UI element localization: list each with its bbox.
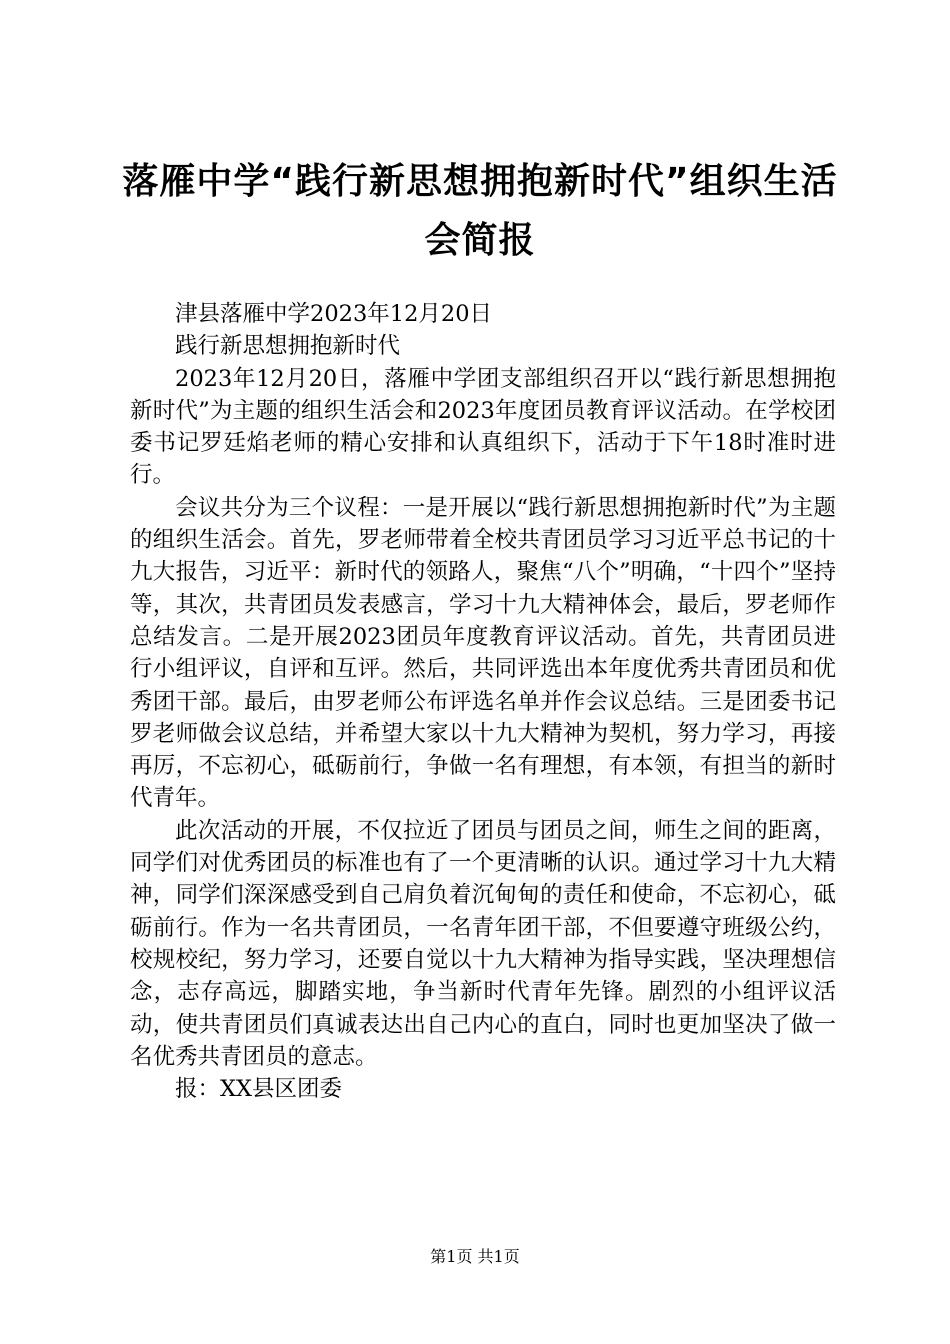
paragraph-1: 2023年12月20日，落雁中学团支部组织召开以“践行新思想拥抱新时代”为主题的组织生活会和2023年度团员教育评议活动。在学校团委书记罗廷焰老师的精心安排和认真组织下，活动于下午18时准时进行。: [130, 365, 836, 489]
paragraph-2: 会议共分为三个议程：一是开展以“践行新思想拥抱新时代”为主题的组织生活会。首先，罗老师带着全校共青团员学习习近平总书记的十九大报告，习近平：新时代的领路人，聚焦“八个”明确，“十四个”坚持等，其次，共青团员发表感言，学习十九大精神体会，最后，罗老师作总结发言。二是开展2023团员年度教育评议活动。首先，共青团员进行小组评议，自评和互评。然后，共同评选出本年度优秀共青团员和优秀团干部。最后，由罗老师公布评选名单并作会议总结。三是团委书记罗老师做会议总结，并希望大家以十九大精神为契机，努力学习，再接再厉，不忘初心，砥砺前行，争做一名有理想，有本领，有担当的新时代青年。: [130, 494, 836, 812]
dateline: 津县落雁中学2023年12月20日: [175, 301, 493, 327]
page-number-footer: 第1页 共1页: [430, 1247, 520, 1266]
subtitle: 践行新思想拥抱新时代: [175, 333, 401, 360]
document-title-line-2: 会简报: [424, 220, 536, 261]
document-body: [130, 298, 836, 1105]
report-to: 报：XX县区团委: [175, 1076, 343, 1103]
document-title-line-1: 落雁中学“践行新思想拥抱新时代”组织生活: [122, 161, 838, 202]
paragraph-3: 此次活动的开展，不仅拉近了团员与团员之间，师生之间的距离，同学们对优秀团员的标准也有了一个更清晰的认识。通过学习十九大精神，同学们深深感受到自己肩负着沉甸甸的责任和使命，不忘初心，砥砺前行。作为一名共青团员，一名青年团干部，不但要遵守班级公约，校规校纪，努力学习，还要自觉以十九大精神为指导实践，坚决理想信念，志存高远，脚踏实地，争当新时代青年先锋。剧烈的小组评议活动，使共青团员们真诚表达出自己内心的直白，同时也更加坚决了做一名优秀共青团员的意志。: [130, 817, 836, 1070]
